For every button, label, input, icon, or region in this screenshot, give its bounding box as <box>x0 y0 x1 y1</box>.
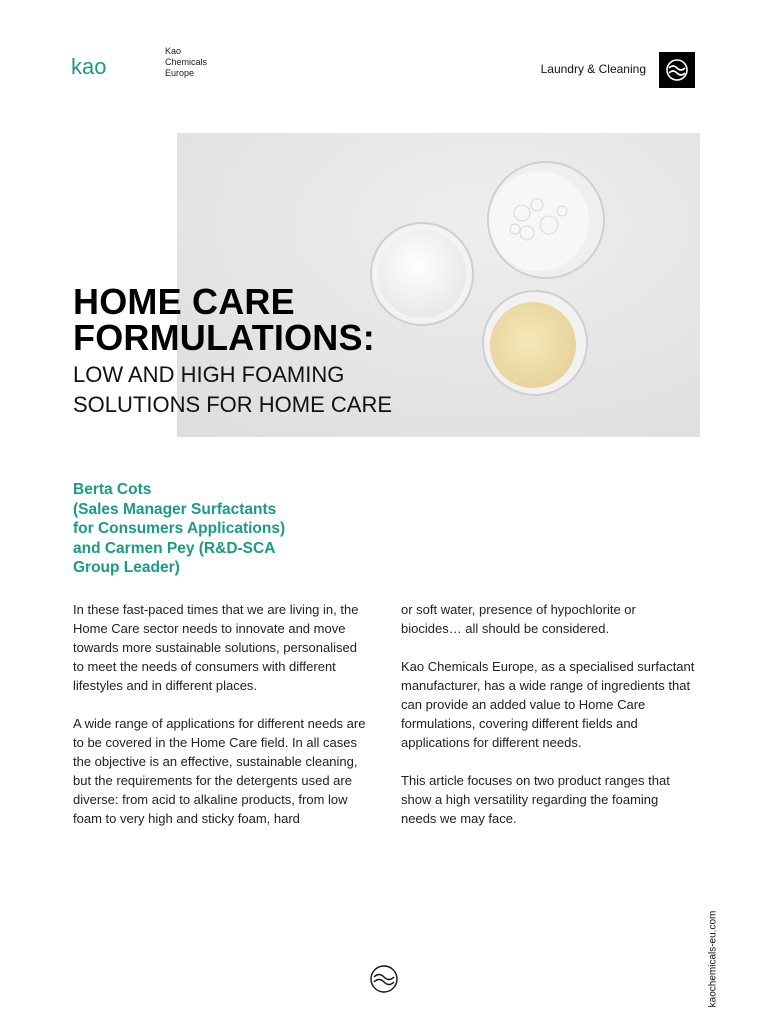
page-subtitle <box>73 360 593 420</box>
logo-line: Kao <box>165 46 182 56</box>
paragraph: Kao Chemicals Europe, as a specialised surfactant manufacturer, has a wide range of ingredients that can provide an added value to Home Care formulations, covering different fields and applications for different needs. <box>401 659 695 750</box>
author-line: (Sales Manager Surfactants <box>73 500 277 518</box>
paragraph: or soft water, presence of hypochlorite or biocides… all should be considered. <box>401 602 636 636</box>
kao-moon-logo-icon <box>70 44 160 92</box>
title-block <box>73 281 593 420</box>
paragraph: This article focuses on two product ranges that show a high versatility regarding the foaming needs we may face. <box>401 773 670 826</box>
logo-line: Europe <box>165 68 195 78</box>
page-title <box>73 281 593 358</box>
paragraph: A wide range of applications for different needs are to be covered in the Home Care field. In all cases the objective is an effective, sustainable cleaning, but the requirements for the detergents used are diverse: from acid to alkaline products, from low foam to very high and sticky foam, hard <box>73 716 366 826</box>
authors <box>73 480 373 578</box>
paragraph: In these fast-paced times that we are living in, the Home Care sector needs to innovate and move towards more sustainable solutions, personalised to meet the needs of consumers with different lifestyles and in different places. <box>73 602 359 693</box>
website-vertical <box>703 894 723 1024</box>
category-label: Laundry & Cleaning <box>540 62 646 76</box>
author-line: Group Leader) <box>73 559 180 576</box>
waves-icon <box>367 962 401 996</box>
website-text: kaochemicals-eu.com <box>707 910 719 1008</box>
title-line: HOME CARE <box>73 281 295 322</box>
author-line: and Carmen Pey (R&D-SCA <box>73 539 276 557</box>
subtitle-line: SOLUTIONS FOR HOME CARE <box>73 392 393 417</box>
logo-line: Chemicals <box>165 57 208 67</box>
body-column-right <box>401 600 697 847</box>
author-line: Berta Cots <box>73 481 152 498</box>
logo-text <box>165 46 207 79</box>
author-line: for Consumers Applications) <box>73 520 286 537</box>
subtitle-line: LOW AND HIGH FOAMING <box>73 362 345 387</box>
body-column-left <box>73 600 369 847</box>
logo-word: kao <box>71 54 107 79</box>
company-logo <box>70 44 230 92</box>
title-line: FORMULATIONS: <box>73 317 375 358</box>
waves-icon <box>659 52 695 88</box>
